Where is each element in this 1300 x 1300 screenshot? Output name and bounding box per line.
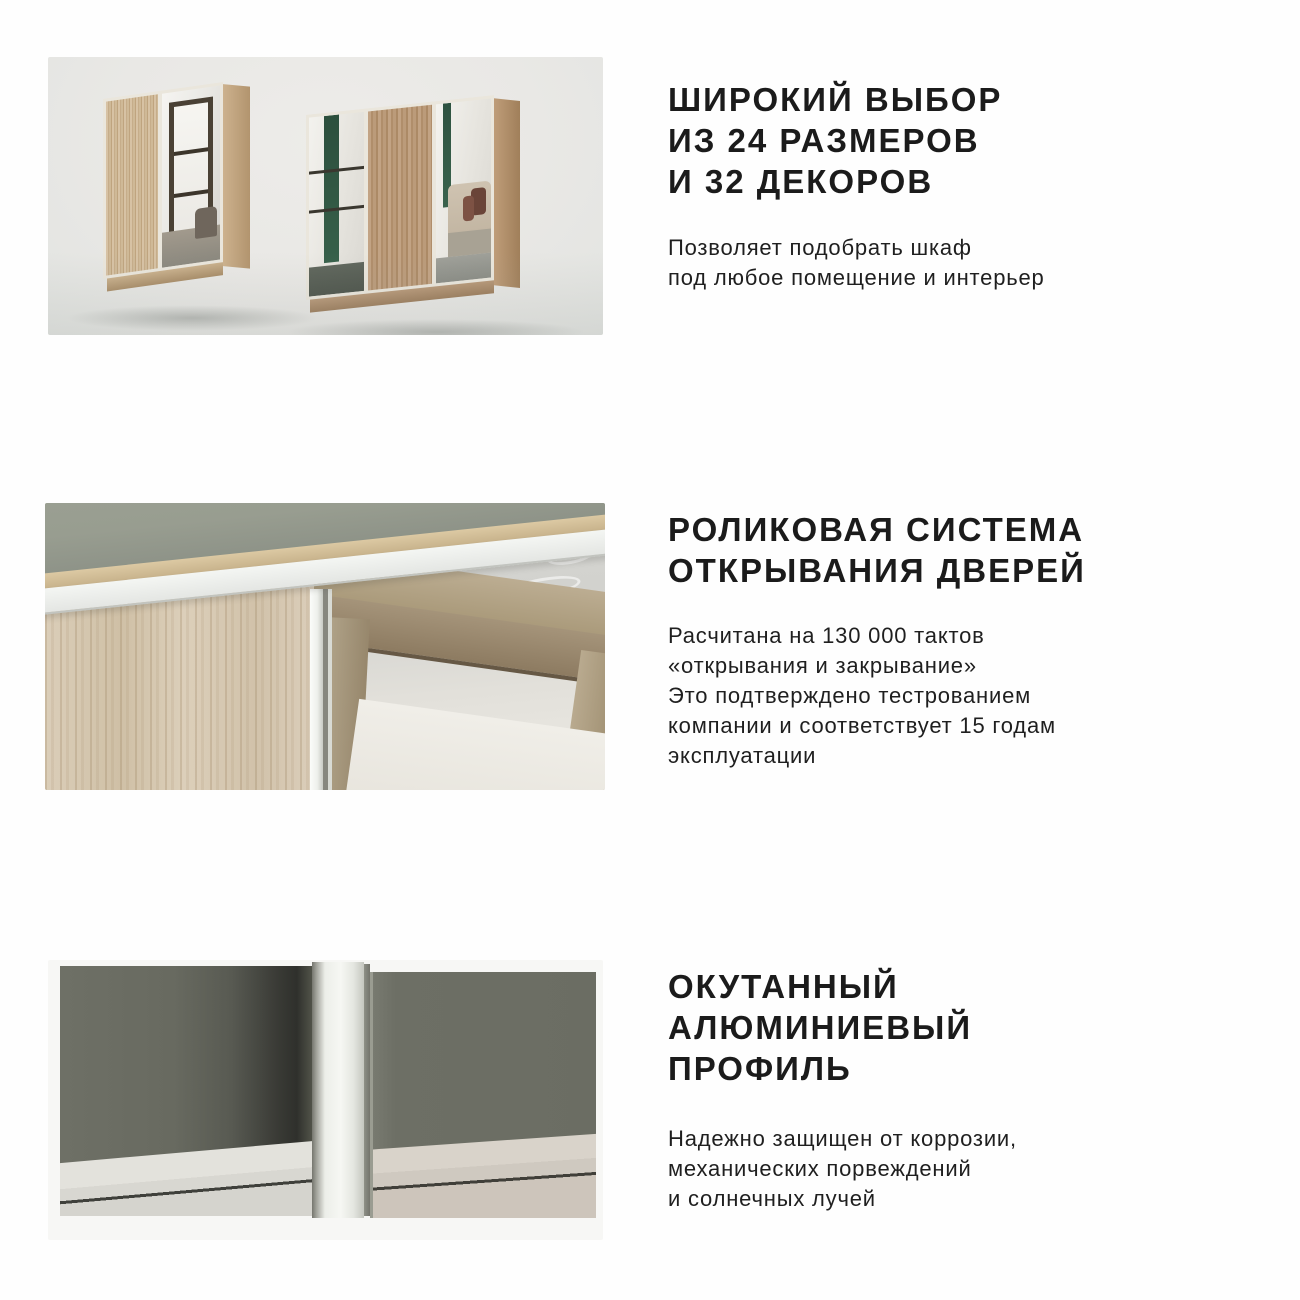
wardrobe-left-side-panel	[223, 84, 250, 268]
photo-floor-shading	[48, 252, 603, 335]
aluminum-door-profile	[310, 589, 323, 790]
section-2-heading	[668, 509, 1086, 591]
heading-line: ОТКРЫВАНИЯ ДВЕРЕЙ	[668, 552, 1086, 589]
body-line: и солнечных лучей	[668, 1186, 876, 1211]
aluminum-profile-center	[312, 962, 364, 1218]
mirror-reflection-chair	[195, 206, 217, 239]
section-3-body	[668, 1124, 1017, 1214]
right-dark-panel	[370, 972, 596, 1218]
heading-line: ОКУТАННЫЙ	[668, 968, 899, 1005]
heading-line: РОЛИКОВАЯ СИСТЕМА	[668, 511, 1085, 548]
wardrobe-left-mirror-door	[162, 86, 220, 268]
body-line: механических порвеждений	[668, 1156, 972, 1181]
left-dark-panel	[60, 966, 312, 1216]
mirror-reflection-green-wall	[324, 115, 338, 263]
heading-line: ИЗ 24 РАЗМЕРОВ	[668, 122, 980, 159]
wardrobes-photo	[48, 57, 603, 335]
body-line: под любое помещение и интерьер	[668, 265, 1045, 290]
mirror-reflection-bed	[448, 181, 491, 257]
aluminum-profile-photo	[48, 960, 603, 1240]
body-line: Это подтверждено тестрованием	[668, 683, 1032, 708]
reflection-pillow	[463, 196, 474, 221]
section-3-heading	[668, 966, 972, 1089]
heading-line: ШИРОКИЙ ВЫБОР	[668, 81, 1003, 118]
body-line: эксплуатации	[668, 743, 817, 768]
body-line: «открывания и закрывание»	[668, 653, 977, 678]
body-line: компании и соответствует 15 годам	[668, 713, 1056, 738]
section-1-heading	[668, 79, 1002, 202]
mirror-edge-sliver	[328, 589, 332, 790]
wardrobe-left-wood-door	[106, 94, 158, 275]
body-line: Позволяет подобрать шкаф	[668, 235, 972, 260]
heading-line: И 32 ДЕКОРОВ	[668, 163, 934, 200]
heading-line: АЛЮМИНИЕВЫЙ	[668, 1009, 973, 1046]
reflection-bar	[174, 189, 208, 198]
wardrobe-left-front	[103, 82, 223, 279]
left-baseboard	[60, 1137, 312, 1216]
reflection-bar	[174, 147, 208, 156]
reflected-glass-lower	[344, 699, 605, 790]
right-baseboard	[370, 1131, 596, 1218]
section-1-body	[668, 233, 1045, 293]
body-line: Надежно защищен от коррозии,	[668, 1126, 1017, 1151]
section-2-body	[668, 621, 1056, 771]
heading-line: ПРОФИЛЬ	[668, 1050, 852, 1087]
roller-system-photo	[45, 503, 605, 790]
body-line: Расчитана на 130 000 тактов	[668, 623, 985, 648]
